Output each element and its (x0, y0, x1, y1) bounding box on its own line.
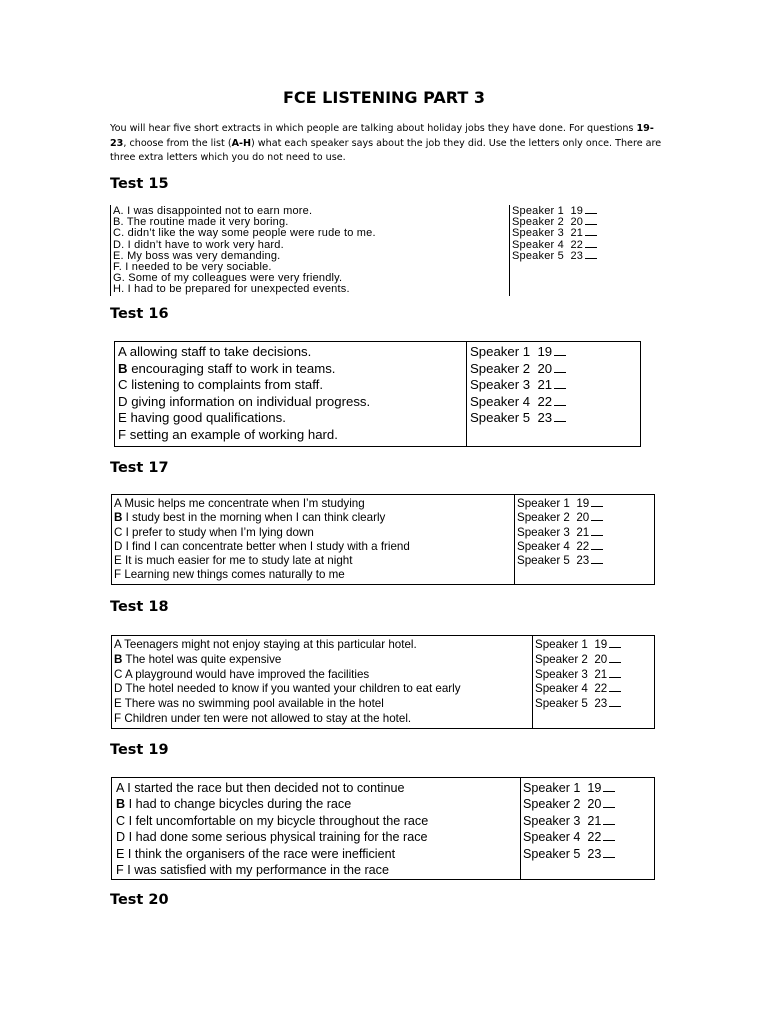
option-item (118, 377, 466, 394)
option-item (114, 511, 514, 525)
option-text: I started the race but then decided not to continue (127, 781, 405, 795)
instructions-text: , choose from the list ( (123, 137, 232, 149)
options-column (112, 778, 521, 880)
speaker-label: Speaker 2 (517, 511, 570, 525)
option-item (116, 813, 520, 829)
option-letter: A (116, 781, 124, 795)
question-number: 22 (576, 539, 590, 553)
options-column (112, 495, 515, 585)
option-text: I didn’t have to work very hard. (127, 238, 284, 251)
option-text: having good qualifications. (130, 410, 286, 426)
question-number: 20 (570, 216, 584, 229)
option-item (118, 344, 466, 361)
question-table (111, 635, 655, 729)
speaker-item (523, 796, 654, 812)
speaker-label: Speaker 1 (517, 497, 570, 510)
option-text: didn’t like the way some people were rude to me. (127, 227, 376, 240)
option-item (116, 846, 520, 862)
option-item (114, 554, 514, 568)
option-letter: F (114, 568, 122, 582)
speaker-label: Speaker 3 (523, 813, 581, 828)
option-text: setting an example of working hard. (129, 426, 338, 442)
option-item (116, 780, 520, 796)
option-text: I had to be prepared for unexpected events. (127, 283, 350, 296)
question-number: 21 (594, 667, 608, 681)
answer-blank (609, 646, 621, 648)
option-text: My boss was very demanding. (127, 249, 281, 262)
question-table (110, 205, 597, 296)
question-number: 21 (537, 377, 553, 393)
question-range: 19-23 (110, 123, 654, 149)
speaker-item (470, 361, 640, 378)
question-number: 20 (537, 360, 553, 376)
speaker-label: Speaker 2 (523, 797, 581, 812)
option-item (116, 829, 520, 845)
speaker-item (517, 497, 654, 511)
speaker-label: Speaker 2 (470, 360, 531, 376)
speaker-item (535, 697, 654, 712)
option-letter: C (118, 377, 128, 393)
speaker-label: Speaker 4 (523, 830, 581, 845)
options-column (111, 205, 510, 296)
option-item (113, 284, 509, 295)
speaker-label: Speaker 3 (517, 525, 570, 539)
option-letter: D (118, 393, 128, 409)
answer-blank (603, 856, 615, 858)
letter-range: A-H (231, 137, 251, 149)
speaker-label: Speaker 5 (517, 554, 570, 568)
answer-blank (591, 519, 603, 521)
option-text: I had to change bicycles during the race (128, 797, 352, 812)
test-heading: Test 17 (110, 460, 169, 476)
option-item (116, 862, 520, 878)
speaker-label: Speaker 4 (535, 682, 588, 696)
option-text: I study best in the morning when I can think clearly (125, 511, 386, 525)
answer-blank (585, 234, 597, 236)
speaker-label: Speaker 3 (512, 227, 564, 240)
answer-blank (609, 705, 621, 707)
options-column (112, 636, 533, 729)
speaker-label: Speaker 5 (523, 846, 581, 861)
option-letter: A (114, 497, 122, 510)
question-number: 19 (537, 344, 553, 359)
option-text: I prefer to study when I’m lying down (125, 525, 314, 539)
option-text: Some of my colleagues were very friendly. (128, 272, 343, 285)
question-number: 19 (594, 638, 608, 651)
question-table (114, 341, 641, 447)
test-heading: Test 18 (110, 599, 169, 615)
speaker-item (517, 540, 654, 554)
option-text: giving information on individual progress. (131, 393, 371, 409)
option-item (114, 697, 532, 712)
speaker-label: Speaker 1 (523, 781, 581, 795)
test-heading: Test 16 (110, 306, 169, 322)
speaker-label: Speaker 4 (512, 238, 564, 251)
answer-blank (603, 823, 615, 825)
option-item (114, 712, 532, 727)
option-letter: C. (113, 227, 125, 240)
option-letter: D (114, 539, 123, 553)
option-item (114, 668, 532, 683)
question-number: 23 (570, 249, 584, 262)
test-heading: Test 19 (110, 742, 169, 758)
option-text: Children under ten were not allowed to stay at the hotel. (124, 711, 412, 725)
option-text: Learning new things comes naturally to me (124, 568, 345, 582)
speaker-label: Speaker 4 (470, 393, 531, 409)
option-text: listening to complaints from staff. (131, 377, 323, 393)
speaker-item (470, 377, 640, 394)
speaker-label: Speaker 2 (535, 652, 588, 666)
option-text: encouraging staff to work in teams. (131, 360, 336, 376)
option-item (118, 427, 466, 444)
option-letter: D (114, 682, 123, 696)
speakers-column (533, 636, 655, 729)
speaker-item (470, 344, 640, 361)
answer-blank (603, 806, 615, 808)
option-letter: H. (113, 283, 125, 296)
page-title: FCE LISTENING PART 3 (283, 88, 485, 107)
speaker-item (523, 813, 654, 829)
answer-blank (554, 387, 566, 389)
option-item (114, 526, 514, 540)
speaker-item (517, 554, 654, 568)
question-number: 23 (576, 554, 590, 568)
option-text: Music helps me concentrate when I’m studying (124, 497, 365, 510)
speaker-label: Speaker 3 (470, 377, 531, 393)
speakers-column (515, 495, 655, 585)
instructions-text: ) what each speaker says about the job they did. Use the letters only once. There are three extra letters which you do not need to use. (110, 137, 662, 163)
speaker-item (535, 668, 654, 683)
question-number: 20 (587, 797, 602, 812)
answer-blank (554, 404, 566, 406)
answer-blank (585, 212, 597, 214)
option-item (114, 568, 514, 582)
option-item (118, 410, 466, 427)
question-number: 22 (570, 238, 584, 251)
option-text: There was no swimming pool available in the hotel (124, 697, 384, 711)
option-text: I think the organisers of the race were inefficient (127, 846, 396, 861)
option-letter: F (116, 863, 124, 878)
question-table (111, 494, 655, 585)
answer-blank (554, 371, 566, 373)
speaker-item (512, 251, 597, 262)
speaker-label: Speaker 5 (535, 697, 588, 711)
option-letter: A (114, 638, 122, 651)
option-letter: F. (113, 261, 122, 274)
answer-blank (609, 676, 621, 678)
option-text: I needed to be very sociable. (125, 261, 272, 274)
option-letter: B (114, 511, 123, 525)
speakers-column (521, 778, 655, 880)
option-letter: B (114, 652, 123, 666)
answer-blank (609, 690, 621, 692)
speaker-item (523, 829, 654, 845)
speaker-label: Speaker 1 (470, 344, 531, 359)
question-table (111, 777, 655, 880)
option-text: The routine made it very boring. (126, 216, 289, 229)
option-text: I was disappointed not to earn more. (127, 205, 313, 217)
answer-blank (603, 839, 615, 841)
question-number: 21 (587, 813, 602, 828)
speaker-label: Speaker 3 (535, 667, 588, 681)
option-letter: E (116, 846, 125, 861)
option-letter: F (118, 426, 127, 442)
question-number: 22 (587, 830, 602, 845)
option-letter: B (118, 360, 128, 376)
option-letter: B. (113, 216, 124, 229)
option-letter: G. (113, 272, 126, 285)
instructions (110, 122, 662, 166)
option-letter: F (114, 711, 122, 725)
test-heading: Test 20 (110, 892, 169, 908)
answer-blank (554, 354, 566, 356)
question-number: 19 (570, 205, 584, 217)
answer-blank (603, 790, 615, 792)
option-item (114, 540, 514, 554)
question-number: 19 (576, 497, 590, 510)
question-number: 23 (587, 846, 602, 861)
answer-blank (591, 562, 603, 564)
instructions-text: You will hear five short extracts in which people are talking about holiday jobs they have done. For questions (110, 123, 637, 134)
option-text: The hotel needed to know if you wanted your children to eat early (125, 682, 461, 696)
option-letter: C (114, 667, 123, 681)
answer-blank (585, 223, 597, 225)
answer-blank (585, 246, 597, 248)
speakers-column (510, 205, 598, 296)
option-letter: D. (113, 238, 125, 251)
answer-blank (585, 257, 597, 259)
option-item (118, 361, 466, 378)
option-text: I had done some serious physical training for the race (128, 830, 428, 845)
option-text: I find I can concentrate better when I study with a friend (125, 539, 410, 553)
option-item (118, 394, 466, 411)
answer-blank (609, 661, 621, 663)
answer-blank (554, 420, 566, 422)
speaker-item (523, 780, 654, 796)
option-letter: E (114, 554, 122, 568)
speaker-item (523, 846, 654, 862)
option-letter: C (116, 813, 126, 828)
option-letter: E (114, 697, 122, 711)
speaker-label: Speaker 1 (512, 205, 564, 217)
speaker-item (535, 638, 654, 653)
answer-blank (591, 548, 603, 550)
option-text: I felt uncomfortable on my bicycle throughout the race (128, 813, 429, 828)
speaker-item (535, 653, 654, 668)
speaker-label: Speaker 5 (470, 410, 531, 426)
option-item (114, 653, 532, 668)
option-item (114, 497, 514, 511)
answer-blank (591, 505, 603, 507)
option-letter: D (116, 830, 126, 845)
question-number: 20 (594, 652, 608, 666)
speaker-label: Speaker 2 (512, 216, 564, 229)
question-number: 22 (594, 682, 608, 696)
answer-blank (591, 534, 603, 536)
question-number: 21 (570, 227, 584, 240)
option-letter: E. (113, 249, 124, 262)
speaker-item (470, 394, 640, 411)
speaker-label: Speaker 4 (517, 539, 570, 553)
option-text: A playground would have improved the facilities (124, 667, 370, 681)
speaker-label: Speaker 5 (512, 249, 564, 262)
option-letter: E (118, 410, 127, 426)
question-number: 20 (576, 511, 590, 525)
question-number: 21 (576, 525, 590, 539)
option-letter: C (114, 525, 123, 539)
option-item (114, 682, 532, 697)
question-number: 23 (594, 697, 608, 711)
speaker-item (517, 511, 654, 525)
option-letter: B (116, 797, 126, 812)
speakers-column (467, 342, 641, 447)
option-item (114, 638, 532, 653)
option-item (116, 796, 520, 812)
question-number: 19 (587, 781, 602, 795)
test-heading: Test 15 (110, 176, 169, 192)
question-number: 22 (537, 393, 553, 409)
option-text: Teenagers might not enjoy staying at this particular hotel. (124, 638, 417, 651)
speaker-item (470, 410, 640, 427)
option-text: The hotel was quite expensive (125, 652, 282, 666)
option-letter: A. (113, 205, 124, 217)
speaker-label: Speaker 1 (535, 638, 588, 651)
speaker-item (517, 526, 654, 540)
option-text: I was satisfied with my performance in the race (127, 863, 389, 878)
option-letter: A (118, 344, 127, 359)
option-text: allowing staff to take decisions. (129, 344, 312, 359)
options-column (115, 342, 467, 447)
speaker-item (535, 682, 654, 697)
option-text: It is much easier for me to study late at night (124, 554, 353, 568)
question-number: 23 (537, 410, 553, 426)
